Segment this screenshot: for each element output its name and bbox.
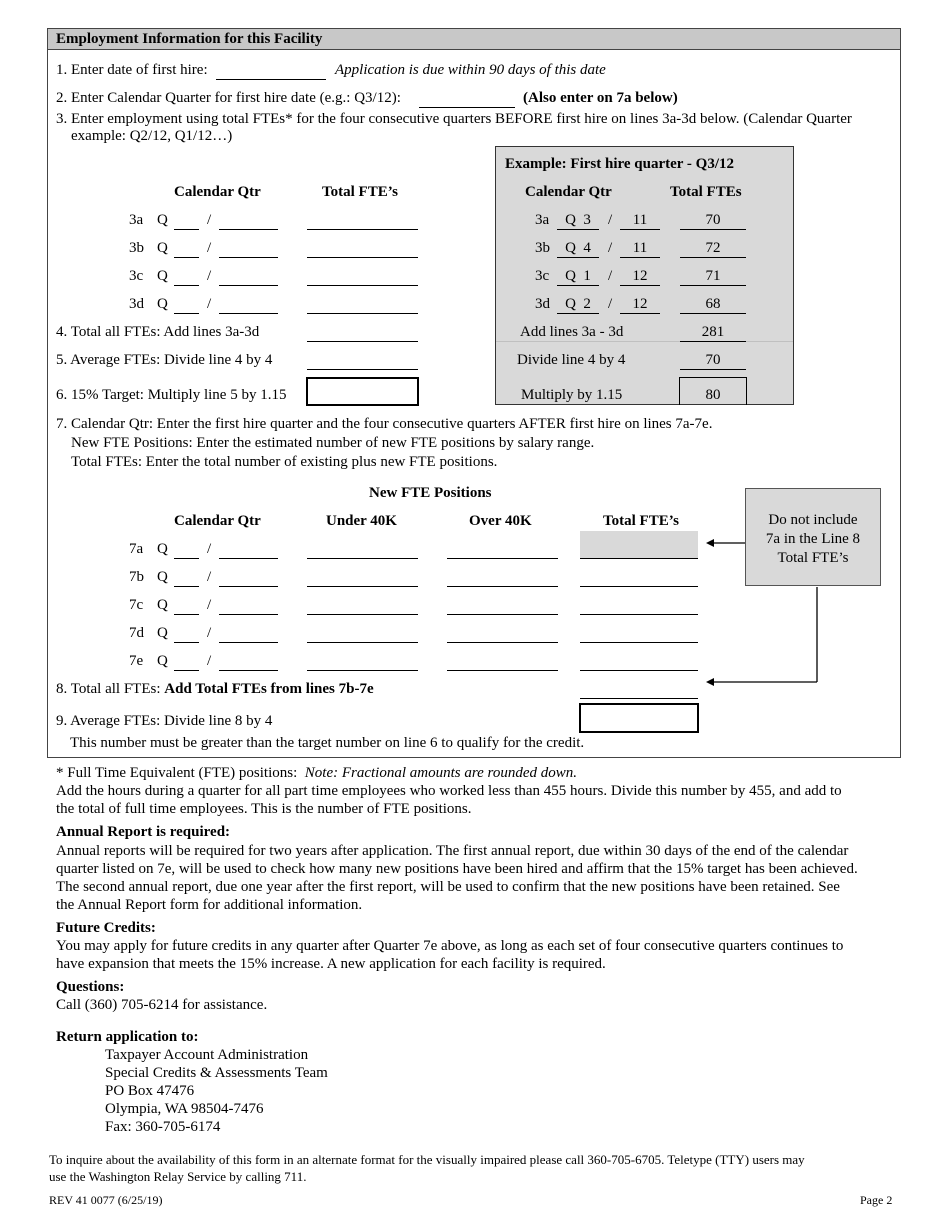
example-q: Q (565, 240, 576, 256)
return-title: Return application to: (56, 1029, 199, 1045)
accessibility-l2: use the Washington Relay Service by calling 711. (49, 1169, 307, 1184)
t3-slash: / (207, 212, 212, 228)
future-l1: You may apply for future credits in any quarter after Quarter 7e above, as long as each set of four consecutive quarters continues to (56, 938, 844, 954)
t7-quarter-field[interactable] (174, 642, 199, 643)
questions-text: Call (360) 705-6214 for assistance. (56, 997, 268, 1013)
t7-quarter-field[interactable] (174, 558, 199, 559)
example-q: Q (565, 212, 576, 228)
q1-label: 1. Enter date of first hire: (56, 62, 208, 78)
t3-row-label: 3b (129, 240, 144, 256)
t7-q-letter: Q (157, 541, 168, 557)
annual-l3: The second annual report, due one year after the first report, will be used to confirm that the new positions have been retained. See (56, 879, 840, 895)
t7-header-over: Over 40K (469, 513, 532, 529)
t7-q-letter: Q (157, 625, 168, 641)
example-year: 11 (620, 240, 660, 258)
example-mult-label: Multiply by 1.15 (521, 387, 623, 403)
t7-slash: / (207, 541, 212, 557)
t7-slash: / (207, 569, 212, 585)
fte-def-a: * Full Time Equivalent (FTE) positions: (56, 765, 298, 781)
t7-row-label: 7b (129, 569, 144, 585)
example-quarter (557, 268, 599, 286)
t3-slash: / (207, 268, 212, 284)
q8-label (56, 681, 374, 698)
example-slash: / (608, 296, 613, 312)
t7-under-field[interactable] (307, 558, 418, 559)
return-line: Fax: 360-705-6174 (105, 1119, 221, 1135)
example-divider (496, 341, 793, 342)
example-q: Q (565, 268, 576, 284)
example-row-label: 3b (535, 240, 550, 256)
return-line: Olympia, WA 98504-7476 (105, 1101, 264, 1117)
t7-total-field[interactable] (580, 614, 698, 615)
section-title: Employment Information for this Facility (47, 28, 901, 50)
t7-group-header: New FTE Positions (369, 485, 492, 501)
example-slash: / (608, 268, 613, 284)
side-note-line2: 7a in the Line 8 (765, 531, 861, 547)
t7-header-under: Under 40K (326, 513, 397, 529)
example-fte: 70 (680, 212, 746, 230)
q9-average-field[interactable] (579, 703, 699, 733)
t7-year-field[interactable] (219, 614, 278, 615)
q7-line3: Total FTEs: Enter the total number of existing plus new FTE positions. (71, 454, 498, 470)
t7-row-label: 7c (129, 597, 144, 613)
t3-fte-field[interactable] (307, 285, 418, 286)
side-note-line1: Do not include (768, 512, 858, 528)
t7-total-field[interactable] (580, 586, 698, 587)
q2-label: 2. Enter Calendar Quarter for first hire date (e.g.: Q3/12): (56, 90, 401, 106)
t3-row-label: 3c (129, 268, 144, 284)
example-q: Q (565, 296, 576, 312)
q3-line1: 3. Enter employment using total FTEs* for the four consecutive quarters BEFORE first hire on lines 3a-3d below. (Calendar Quarter (56, 111, 852, 127)
fte-def-line2: Add the hours during a quarter for all part time employees who worked less than 455 hours. Divide this number by 455, and add to (56, 783, 842, 799)
example-slash: / (608, 212, 613, 228)
t3-year-field[interactable] (219, 285, 278, 286)
t3-quarter-field[interactable] (174, 313, 199, 314)
t3-quarter-field[interactable] (174, 285, 199, 286)
t7-over-field[interactable] (447, 586, 558, 587)
t7-over-field[interactable] (447, 642, 558, 643)
q4-label: 4. Total all FTEs: Add lines 3a-3d (56, 324, 260, 340)
example-year: 12 (620, 268, 660, 286)
example-header-qtr: Calendar Qtr (525, 184, 612, 200)
t7-q-letter: Q (157, 569, 168, 585)
first-hire-quarter-field[interactable] (419, 107, 515, 108)
t7-row-label: 7a (129, 541, 144, 557)
t7-over-field[interactable] (447, 558, 558, 559)
t7-header-total: Total FTE’s (603, 513, 679, 529)
first-hire-date-field[interactable] (216, 79, 326, 80)
t7-year-field[interactable] (219, 642, 278, 643)
t3-year-field[interactable] (219, 257, 278, 258)
example-row-label: 3c (535, 268, 550, 284)
q7-line1: 7. Calendar Qtr: Enter the first hire quarter and the four consecutive quarters AFTER first hire on lines 7a-7e. (56, 416, 713, 432)
example-qn: 2 (583, 296, 591, 312)
t3-slash: / (207, 296, 212, 312)
t3-slash: / (207, 240, 212, 256)
fte-def-line3: the total of full time employees. This is the number of FTE positions. (56, 801, 472, 817)
t7-year-field[interactable] (219, 558, 278, 559)
example-qn: 3 (583, 212, 591, 228)
t3-fte-field[interactable] (307, 229, 418, 230)
accessibility-l1: To inquire about the availability of this form in an alternate format for the visually impaired please call 360-705-6705. Teletype (TTY) users may (49, 1152, 805, 1167)
return-line: PO Box 47476 (105, 1083, 195, 1099)
example-slash: / (608, 240, 613, 256)
t3-year-field[interactable] (219, 313, 278, 314)
example-qn: 4 (583, 240, 591, 256)
t7-row-label: 7d (129, 625, 144, 641)
t7-total-field[interactable] (580, 642, 698, 643)
t7-slash: / (207, 625, 212, 641)
return-line: Special Credits & Assessments Team (105, 1065, 328, 1081)
annual-l4: the Annual Report form for additional information. (56, 897, 363, 913)
example-fte: 71 (680, 268, 746, 286)
t7-q-letter: Q (157, 653, 168, 669)
example-div-value: 70 (680, 352, 746, 370)
t7-row-label: 7e (129, 653, 144, 669)
t7-under-field[interactable] (307, 586, 418, 587)
note-arrows (700, 530, 820, 695)
q8-total-field[interactable] (580, 698, 698, 699)
q8-bold: Add Total FTEs from lines 7b-7e (164, 681, 374, 697)
t7-quarter-field[interactable] (174, 614, 199, 615)
example-quarter (557, 240, 599, 258)
t7-total-field[interactable] (580, 670, 698, 671)
t7-header-qtr: Calendar Qtr (174, 513, 261, 529)
example-title: Example: First hire quarter - Q3/12 (505, 156, 734, 172)
annual-l2: quarter listed on 7e, will be used to check how many new positions have been hired and affirm that the 15% target has been achieved. (56, 861, 858, 877)
q5-label: 5. Average FTEs: Divide line 4 by 4 (56, 352, 273, 368)
t3-fte-field[interactable] (307, 313, 418, 314)
t7-total-field-shaded (580, 531, 698, 559)
annual-l1: Annual reports will be required for two years after application. The first annual report, due within 30 days of the end of the calendar (56, 843, 849, 859)
t3-header-qtr: Calendar Qtr (174, 184, 261, 200)
questions-title: Questions: (56, 979, 125, 995)
t7-q-letter: Q (157, 597, 168, 613)
t3-header-fte: Total FTE’s (322, 184, 398, 200)
example-row-label: 3d (535, 296, 550, 312)
q4-total-field[interactable] (307, 341, 418, 342)
q6-label: 6. 15% Target: Multiply line 5 by 1.15 (56, 387, 287, 403)
t7-quarter-field[interactable] (174, 586, 199, 587)
q8-text: 8. Total all FTEs: (56, 681, 161, 697)
t3-q-letter: Q (157, 296, 168, 312)
example-year: 11 (620, 212, 660, 230)
example-year: 12 (620, 296, 660, 314)
t7-under-field[interactable] (307, 642, 418, 643)
arrow-to-8-head-icon (706, 678, 714, 686)
q6-target-field[interactable] (306, 377, 419, 406)
fte-def-line1 (56, 765, 577, 782)
t7-slash: / (207, 653, 212, 669)
example-quarter (557, 212, 599, 230)
example-fte: 72 (680, 240, 746, 258)
t7-slash: / (207, 597, 212, 613)
side-note-line3: Total FTE’s (777, 550, 849, 566)
t3-fte-field[interactable] (307, 257, 418, 258)
t3-q-letter: Q (157, 240, 168, 256)
t7-quarter-field[interactable] (174, 670, 199, 671)
t7-year-field[interactable] (219, 586, 278, 587)
t7-under-field[interactable] (307, 670, 418, 671)
future-l2: have expansion that meets the 15% increase. A new application for each facility is required. (56, 956, 606, 972)
t3-q-letter: Q (157, 212, 168, 228)
t7-over-field[interactable] (447, 614, 558, 615)
q9-note: This number must be greater than the target number on line 6 to qualify for the credit. (70, 735, 585, 751)
t3-year-field[interactable] (219, 229, 278, 230)
future-title: Future Credits: (56, 920, 156, 936)
example-add-value: 281 (680, 324, 746, 342)
example-quarter (557, 296, 599, 314)
example-fte: 68 (680, 296, 746, 314)
t7-year-field[interactable] (219, 670, 278, 671)
example-add-label: Add lines 3a - 3d (520, 324, 624, 340)
t7-over-field[interactable] (447, 670, 558, 671)
annual-title: Annual Report is required: (56, 824, 231, 840)
form-id: REV 41 0077 (6/25/19) (49, 1193, 163, 1207)
q3-line2: example: Q2/12, Q1/12…) (71, 128, 233, 144)
example-mult-value: 80 (679, 377, 747, 405)
example-row-label: 3a (535, 212, 550, 228)
q5-average-field[interactable] (307, 369, 418, 370)
q2-note: (Also enter on 7a below) (523, 90, 678, 106)
q7-line2: New FTE Positions: Enter the estimated number of new FTE positions by salary range. (71, 435, 595, 451)
t3-q-letter: Q (157, 268, 168, 284)
q1-note: Application is due within 90 days of this date (335, 62, 606, 78)
example-qn: 1 (583, 268, 591, 284)
t3-quarter-field[interactable] (174, 229, 199, 230)
example-div-label: Divide line 4 by 4 (517, 352, 626, 368)
fte-def-b: Note: Fractional amounts are rounded down. (304, 765, 577, 781)
t3-row-label: 3d (129, 296, 144, 312)
return-line: Taxpayer Account Administration (105, 1047, 309, 1063)
t7-under-field[interactable] (307, 614, 418, 615)
page-number: Page 2 (860, 1193, 893, 1207)
t3-row-label: 3a (129, 212, 144, 228)
arrow-to-7a-head-icon (706, 539, 714, 547)
example-header-fte: Total FTEs (670, 184, 742, 200)
q9-label: 9. Average FTEs: Divide line 8 by 4 (56, 713, 273, 729)
t3-quarter-field[interactable] (174, 257, 199, 258)
